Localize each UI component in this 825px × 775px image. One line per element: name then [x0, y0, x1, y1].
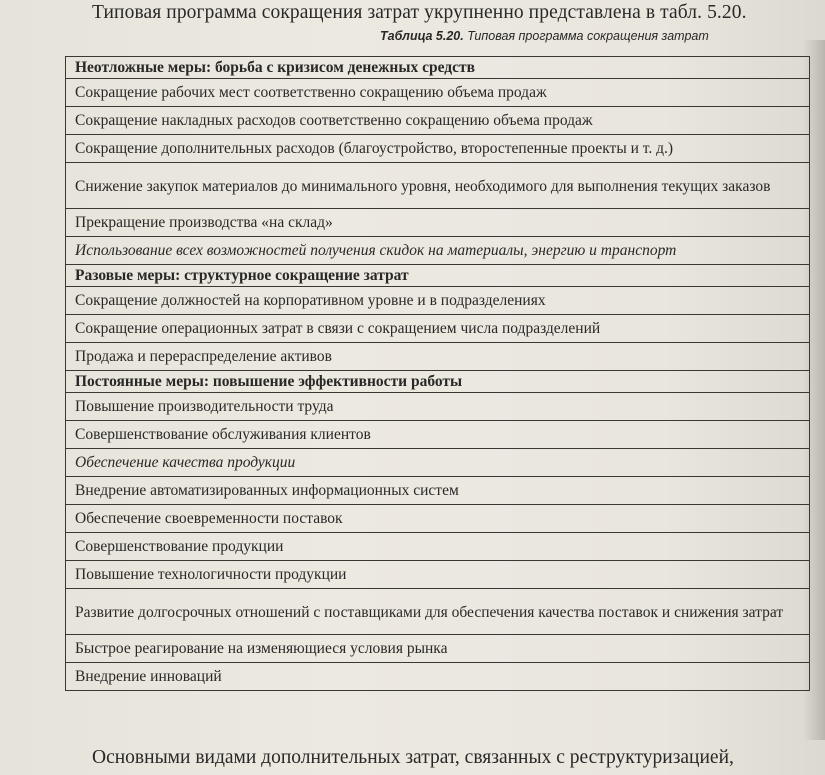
- section-header-permanent: Постоянные меры: повышение эффективности работы: [66, 371, 810, 393]
- table-row: [66, 343, 810, 371]
- section-header-one-time: Разовые меры: структурное сокращение затрат: [66, 265, 810, 287]
- table-cell: Продажа и перераспределение активов: [66, 343, 810, 371]
- table-row: [66, 209, 810, 237]
- table-row: [66, 315, 810, 343]
- table-row: [66, 135, 810, 163]
- table-cell: Сокращение операционных затрат в связи с сокращением числа подразделений: [66, 315, 810, 343]
- table-row: [66, 663, 810, 691]
- table-row: [66, 561, 810, 589]
- table-cell: Сокращение рабочих мест соответственно сокращению объема продаж: [66, 79, 810, 107]
- table-row: [66, 533, 810, 561]
- table-cell: Использование всех возможностей получения скидок на материалы, энергию и транспорт: [66, 237, 810, 265]
- intro-paragraph: Типовая программа сокращения затрат укрупненно представлена в табл. 5.20.: [92, 2, 747, 23]
- section-header-urgent: Неотложные меры: борьба с кризисом денежных средств: [66, 57, 810, 79]
- table-cell: Сокращение должностей на корпоративном уровне и в подразделениях: [66, 287, 810, 315]
- table-cell: Сокращение дополнительных расходов (благоустройство, второстепенные проекты и т. д.): [66, 135, 810, 163]
- table-row: [66, 421, 810, 449]
- table-row: [66, 449, 810, 477]
- table-row: [66, 371, 810, 393]
- table-row: [66, 393, 810, 421]
- table-number: Таблица 5.20.: [380, 29, 464, 43]
- table-cell: Обеспечение качества продукции: [66, 449, 810, 477]
- table-cell: Обеспечение своевременности поставок: [66, 505, 810, 533]
- cost-reduction-table: [65, 56, 810, 691]
- table-row: [66, 163, 810, 209]
- table-cell: Внедрение автоматизированных информационных систем: [66, 477, 810, 505]
- table-row: [66, 477, 810, 505]
- table-title: Типовая программа сокращения затрат: [467, 29, 709, 43]
- table-cell: Прекращение производства «на склад»: [66, 209, 810, 237]
- table-cell: Развитие долгосрочных отношений с поставщиками для обеспечения качества поставок и снижения затрат: [66, 589, 810, 635]
- table-row: [66, 107, 810, 135]
- table-cell: Повышение технологичности продукции: [66, 561, 810, 589]
- table-cell: Быстрое реагирование на изменяющиеся условия рынка: [66, 635, 810, 663]
- table-cell: Совершенствование продукции: [66, 533, 810, 561]
- table-row: [66, 589, 810, 635]
- table-cell: Совершенствование обслуживания клиентов: [66, 421, 810, 449]
- table-caption: [380, 29, 709, 43]
- table-row: [66, 505, 810, 533]
- table-row: [66, 57, 810, 79]
- table-cell: Повышение производительности труда: [66, 393, 810, 421]
- table-cell: Внедрение инноваций: [66, 663, 810, 691]
- table-row: [66, 237, 810, 265]
- table-cell: Снижение закупок материалов до минимального уровня, необходимого для выполнения текущих заказов: [66, 163, 810, 209]
- table-cell: Сокращение накладных расходов соответственно сокращению объема продаж: [66, 107, 810, 135]
- table-row: [66, 635, 810, 663]
- table-row: [66, 287, 810, 315]
- following-paragraph: Основными видами дополнительных затрат, связанных с реструктуризацией,: [92, 747, 734, 768]
- table-row: [66, 265, 810, 287]
- table-row: [66, 79, 810, 107]
